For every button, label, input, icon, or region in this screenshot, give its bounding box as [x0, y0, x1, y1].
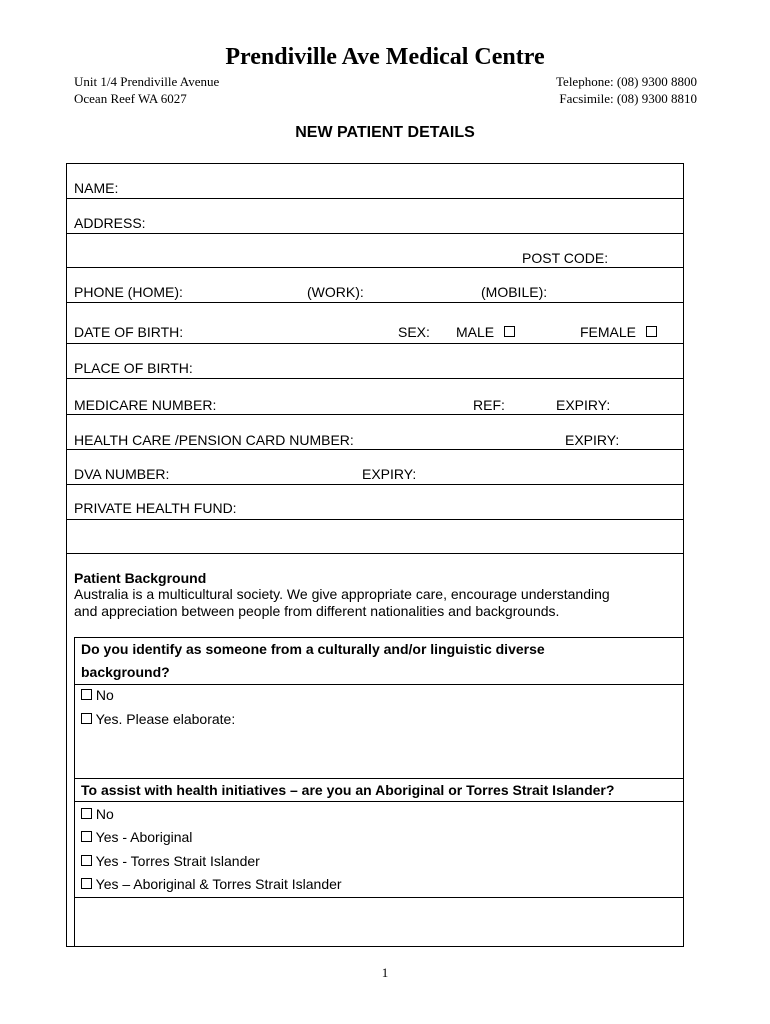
row-divider [67, 519, 683, 520]
dva-expiry-label[interactable]: EXPIRY: [362, 466, 417, 482]
q1-option-yes[interactable] [81, 711, 235, 727]
name-label[interactable]: NAME: [74, 180, 119, 196]
male-label: MALE [456, 324, 495, 340]
row-divider [67, 449, 683, 450]
question-divider [74, 778, 683, 779]
question-divider [74, 684, 683, 685]
q2-no-checkbox[interactable] [81, 808, 92, 819]
q2-option-aboriginal[interactable] [81, 829, 192, 845]
female-option[interactable] [580, 324, 657, 340]
q1-no-checkbox[interactable] [81, 689, 92, 700]
row-divider [67, 233, 683, 234]
dob-label[interactable]: DATE OF BIRTH: [74, 324, 184, 340]
q1-yes-label: Yes. Please elaborate: [95, 711, 236, 727]
background-text-line-1: Australia is a multicultural society. We give appropriate care, encourage understanding [74, 586, 610, 602]
page-number: 1 [381, 965, 389, 980]
q2-option-torres-strait[interactable] [81, 853, 260, 869]
question1-line-1: Do you identify as someone from a culturally and/or linguistic diverse [81, 641, 545, 657]
male-option[interactable] [456, 324, 515, 340]
private-fund-label[interactable]: PRIVATE HEALTH FUND: [74, 500, 237, 516]
phone-home-label[interactable]: PHONE (HOME): [74, 284, 183, 300]
q2-both-checkbox[interactable] [81, 878, 92, 889]
patient-form [66, 163, 684, 947]
health-care-expiry-label[interactable]: EXPIRY: [565, 432, 620, 448]
q1-no-label: No [95, 687, 114, 703]
sex-label: SEX: [398, 324, 430, 340]
row-divider [67, 484, 683, 485]
q2-no-label: No [95, 806, 114, 822]
phone-work-label[interactable]: (WORK): [307, 284, 364, 300]
dva-label[interactable]: DVA NUMBER: [74, 466, 170, 482]
row-divider [67, 378, 683, 379]
address-line-1: Unit 1/4 Prendiville Avenue [74, 74, 220, 89]
q1-option-no[interactable] [81, 687, 114, 703]
female-label: FEMALE [580, 324, 637, 340]
background-heading: Patient Background [74, 570, 207, 586]
question1-line-2: background? [81, 664, 170, 680]
q2-aboriginal-label: Yes - Aboriginal [95, 829, 193, 845]
q2-option-no[interactable] [81, 806, 114, 822]
post-code-label[interactable]: POST CODE: [522, 250, 609, 266]
row-divider [67, 553, 683, 554]
question-divider [74, 637, 683, 638]
q2-torres-strait-label: Yes - Torres Strait Islander [95, 853, 260, 869]
telephone: Telephone: (08) 9300 8800 [556, 74, 697, 89]
facsimile: Facsimile: (08) 9300 8810 [559, 91, 697, 106]
address-line-2: Ocean Reef WA 6027 [74, 91, 187, 106]
q2-option-both[interactable] [81, 876, 342, 892]
background-text-line-2: and appreciation between people from different nationalities and backgrounds. [74, 603, 560, 619]
clinic-title: Prendiville Ave Medical Centre [225, 44, 545, 70]
q2-both-label: Yes – Aboriginal & Torres Strait Islander [95, 876, 342, 892]
health-care-label[interactable]: HEALTH CARE /PENSION CARD NUMBER: [74, 432, 354, 448]
row-divider [67, 343, 683, 344]
phone-mobile-label[interactable]: (MOBILE): [481, 284, 548, 300]
form-title: NEW PATIENT DETAILS [295, 124, 475, 141]
q2-torres-strait-checkbox[interactable] [81, 855, 92, 866]
male-checkbox[interactable] [504, 326, 515, 337]
q2-aboriginal-checkbox[interactable] [81, 831, 92, 842]
question-divider [74, 897, 683, 898]
row-divider [67, 267, 683, 268]
row-divider [67, 414, 683, 415]
medicare-expiry-label[interactable]: EXPIRY: [556, 397, 611, 413]
medicare-label[interactable]: MEDICARE NUMBER: [74, 397, 217, 413]
address-label[interactable]: ADDRESS: [74, 215, 146, 231]
row-divider [67, 302, 683, 303]
question2-text: To assist with health initiatives – are you an Aboriginal or Torres Strait Islander? [81, 782, 615, 798]
question-divider [74, 801, 683, 802]
medicare-ref-label[interactable]: REF: [473, 397, 505, 413]
row-divider [67, 198, 683, 199]
q1-yes-checkbox[interactable] [81, 713, 92, 724]
place-of-birth-label[interactable]: PLACE OF BIRTH: [74, 360, 193, 376]
female-checkbox[interactable] [646, 326, 657, 337]
